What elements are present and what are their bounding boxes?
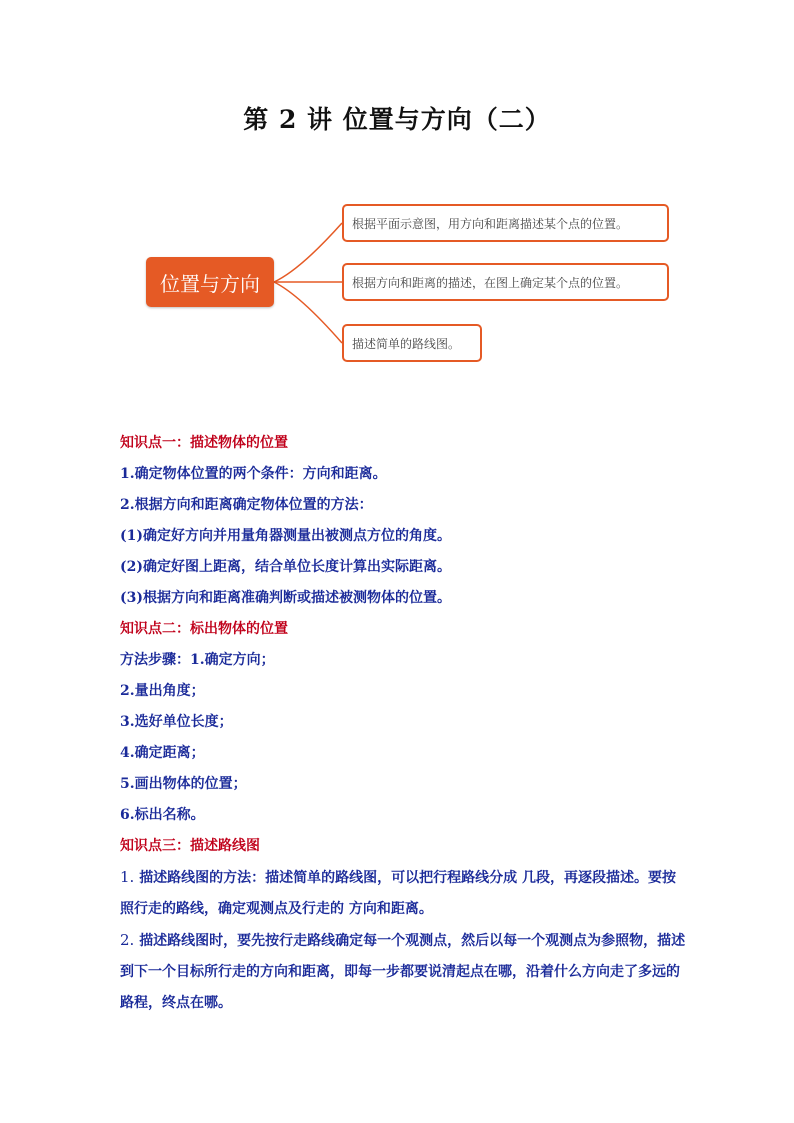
text-line: (3)根据方向和距离准确判断或描述被测物体的位置。: [120, 590, 451, 606]
mind-map-root: 位置与方向: [146, 257, 274, 307]
paragraph-number: 1.: [120, 868, 135, 886]
connector-1: [274, 223, 342, 282]
paragraph-number: 2.: [120, 931, 135, 949]
section-heading: 知识点三：描述路线图: [120, 838, 260, 854]
text-line: 2.根据方向和距离确定物体位置的方法：: [120, 497, 373, 513]
paragraph-text: 描述路线图的方法：描述简单的路线图，可以把行程路线分成 几段，再逐段描述。要按照行走的路线，确定观测点及行走的 方向和距离。: [120, 870, 677, 917]
mind-map-branch: 根据方向和距离的描述，在图上确定某个点的位置。: [342, 263, 669, 301]
section-heading: 知识点一：描述物体的位置: [120, 435, 288, 451]
text-line: 5.画出物体的位置；: [120, 776, 247, 792]
text-line: 1.确定物体位置的两个条件：方向和距离。: [120, 466, 387, 482]
connector-3: [274, 282, 342, 343]
section-heading: 知识点二：标出物体的位置: [120, 621, 288, 637]
text-line: 2.量出角度；: [120, 683, 205, 699]
mind-map: [0, 0, 794, 400]
text-line: 4.确定距离；: [120, 745, 205, 761]
paragraph-text: 描述路线图时，要先按行走路线确定每一个观测点，然后以每一个观测点为参照物，描述到下一个目标所行走的方向和距离，即每一步都要说清起点在哪，沿着什么方向走了多远的路程，终点在哪。: [120, 933, 686, 1011]
paragraph: [120, 925, 690, 1019]
mind-map-branch: 描述简单的路线图。: [342, 324, 482, 362]
content: [120, 428, 690, 1019]
text-line: (2)确定好图上距离，结合单位长度计算出实际距离。: [120, 559, 451, 575]
text-line: 3.选好单位长度；: [120, 714, 233, 730]
paragraph: [120, 862, 690, 925]
page-title: 第 2 讲 位置与方向（二）: [243, 105, 551, 134]
mind-map-branch: 根据平面示意图，用方向和距离描述某个点的位置。: [342, 204, 669, 242]
text-line: 6.标出名称。: [120, 807, 205, 823]
text-line: (1)确定好方向并用量角器测量出被测点方位的角度。: [120, 528, 451, 544]
text-line: 方法步骤：1.确定方向；: [120, 652, 275, 668]
